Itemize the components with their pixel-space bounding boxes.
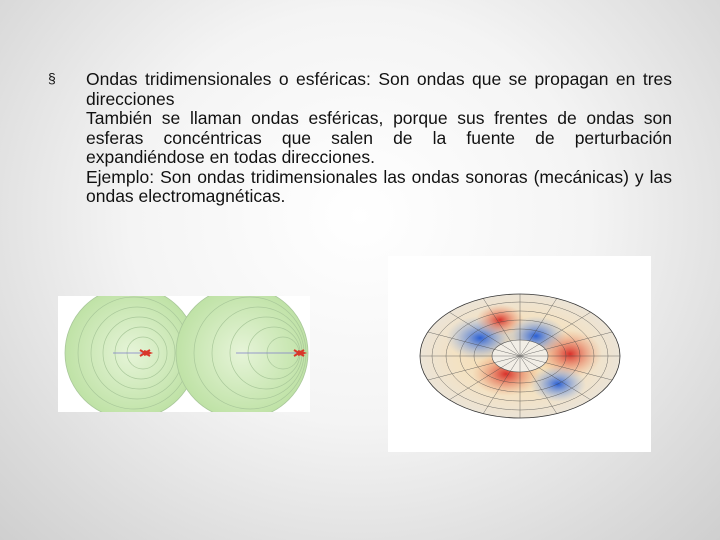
spherical-wave-surface-icon [388, 256, 651, 452]
paragraph-example: Ejemplo: Son ondas tridimensionales las ondas sonoras (mecánicas) y las ondas electromagnéticas. [86, 166, 672, 206]
wavefronts-image [58, 296, 310, 412]
paragraph-explanation: También se llaman ondas esféricas, porque sus frentes de ondas son esferas concéntricas que salen de la fuente de perturbación expandiéndose en todas direcciones. [86, 108, 672, 167]
slide-text [86, 70, 672, 207]
concentric-waves-icon [58, 296, 310, 412]
surface-plot-image [388, 256, 651, 452]
wave-set-right [176, 296, 308, 412]
bullet-marker: § [48, 70, 56, 86]
paragraph-definition: Ondas tridimensionales o esféricas: Son ondas que se propagan en tres direcciones [86, 69, 672, 109]
